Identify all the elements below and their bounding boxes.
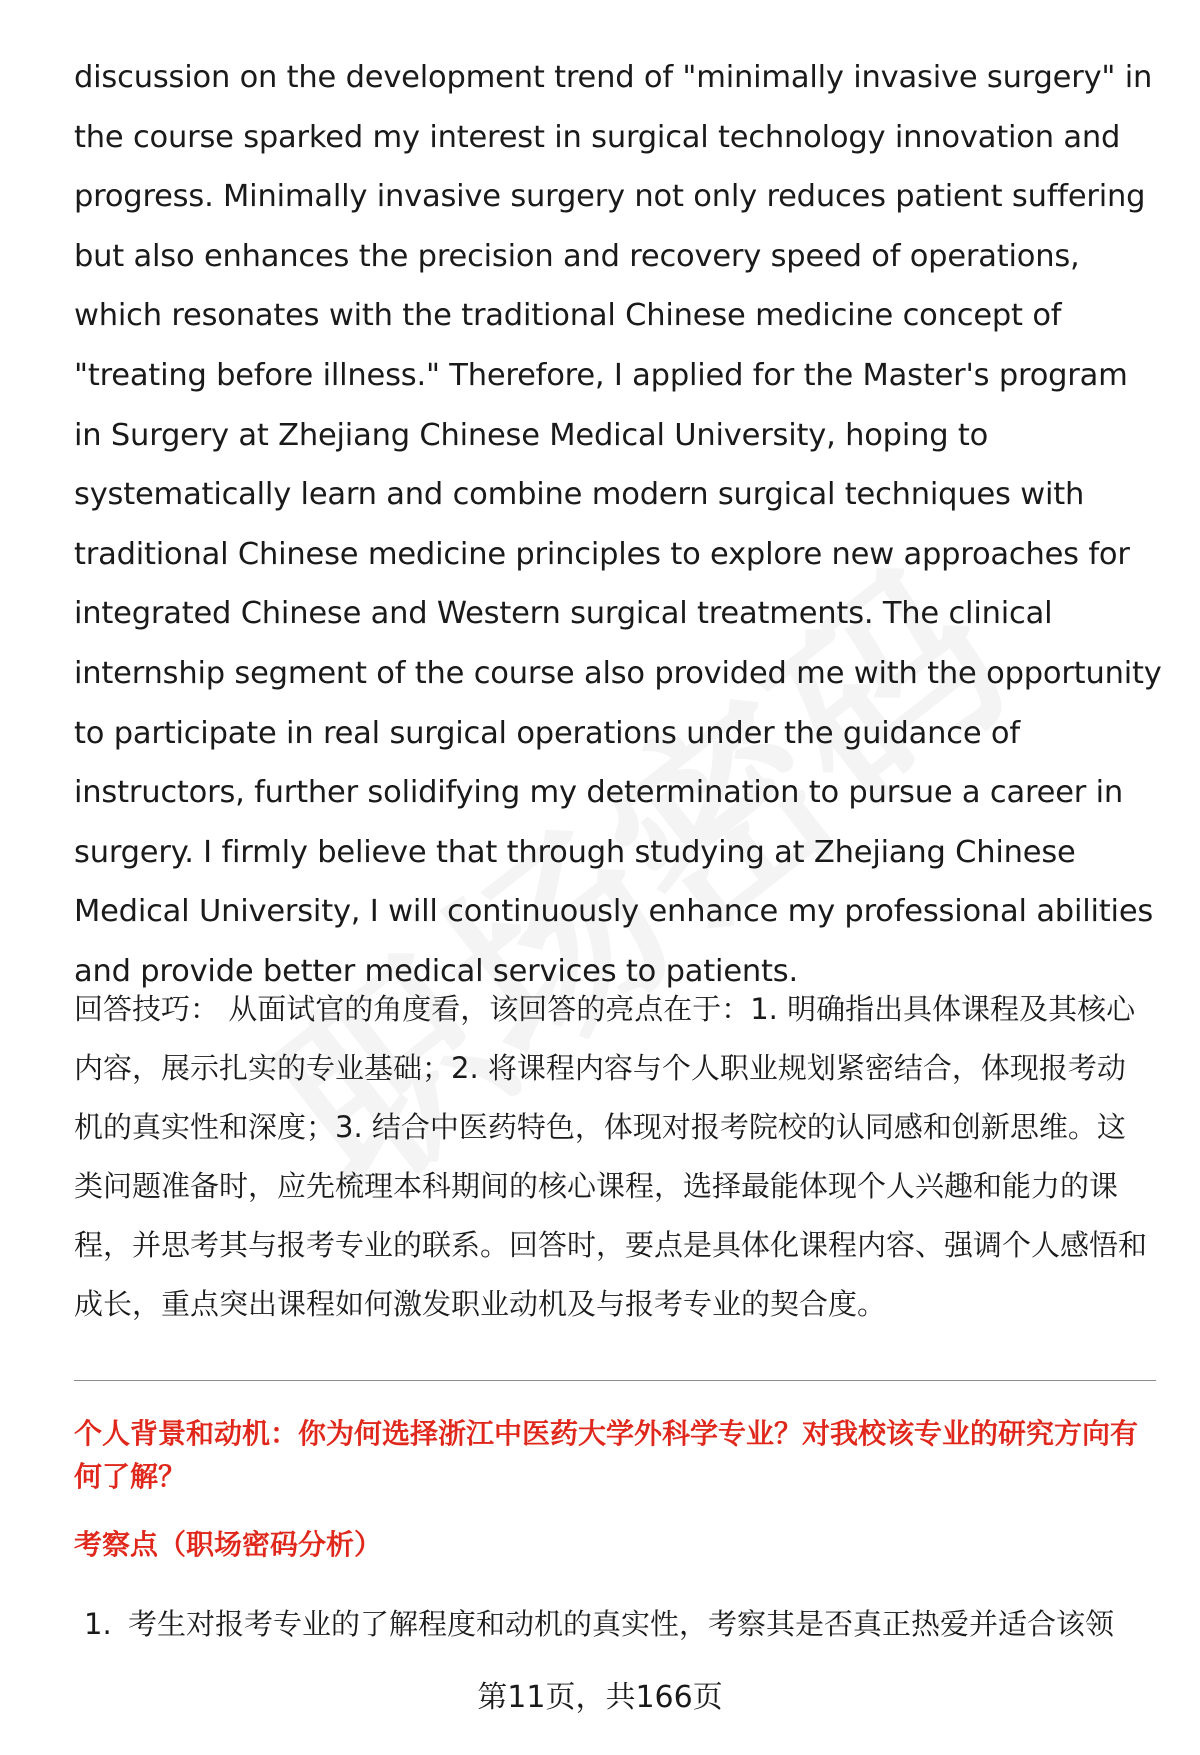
page-number: 第11页，共166页: [477, 1680, 723, 1715]
english-answer-paragraph: discussion on the development trend of "minimally invasive surgery" in the course sparked my interest in surgical technology innovation and progress. Minimally invasive surgery not only reduces patient suffering but also enhances the precision and recovery speed of operations, which resonates with the traditional Chinese medicine concept of "treating before illness." Therefore, I applied for the Master's program in Surgery at Zhejiang Chinese Medical University, hoping to systematically learn and combine modern surgical techniques with traditional Chinese medicine principles to explore new approaches for integrated Chinese and Western surgical treatments. The clinical internship segment of the course also provided me with the opportunity to participate in real surgical operations under the guidance of instructors, further solidifying my determination to pursue a career in surgery. I firmly believe that through studying at Zhejiang Chinese Medical University, I will continuously enhance my professional abilities and provide better medical services to patients.: [74, 60, 1162, 989]
answer-tips-paragraph: 回答技巧： 从面试官的角度看，该回答的亮点在于：1. 明确指出具体课程及其核心内容，展示扎实的专业基础；2. 将课程内容与个人职业规划紧密结合，体现报考动机的真实性和深度；3. 结合中医药特色，体现对报考院校的认同感和创新思维。这类问题准备时，应先梳理本科期间的核心课程，选择最能体现个人兴趣和能力的课程，并思考其与报考专业的联系。回答时，要点是具体化课程内容、强调个人感悟和成长，重点突出课程如何激发职业动机及与报考专业的契合度。: [74, 992, 1148, 1321]
question-heading: 个人背景和动机：你为何选择浙江中医药大学外科学专业？对我校该专业的研究方向有何了解？: [74, 1417, 1139, 1493]
list-item: [84, 1603, 1164, 1645]
list-item-number: 1.: [84, 1607, 112, 1641]
list-item-text: 考生对报考专业的了解程度和动机的真实性，考察其是否真正热爱并适合该领: [128, 1607, 1115, 1641]
exam-point-heading: 考察点（职场密码分析）: [74, 1528, 383, 1561]
section-divider: [74, 1380, 1156, 1381]
